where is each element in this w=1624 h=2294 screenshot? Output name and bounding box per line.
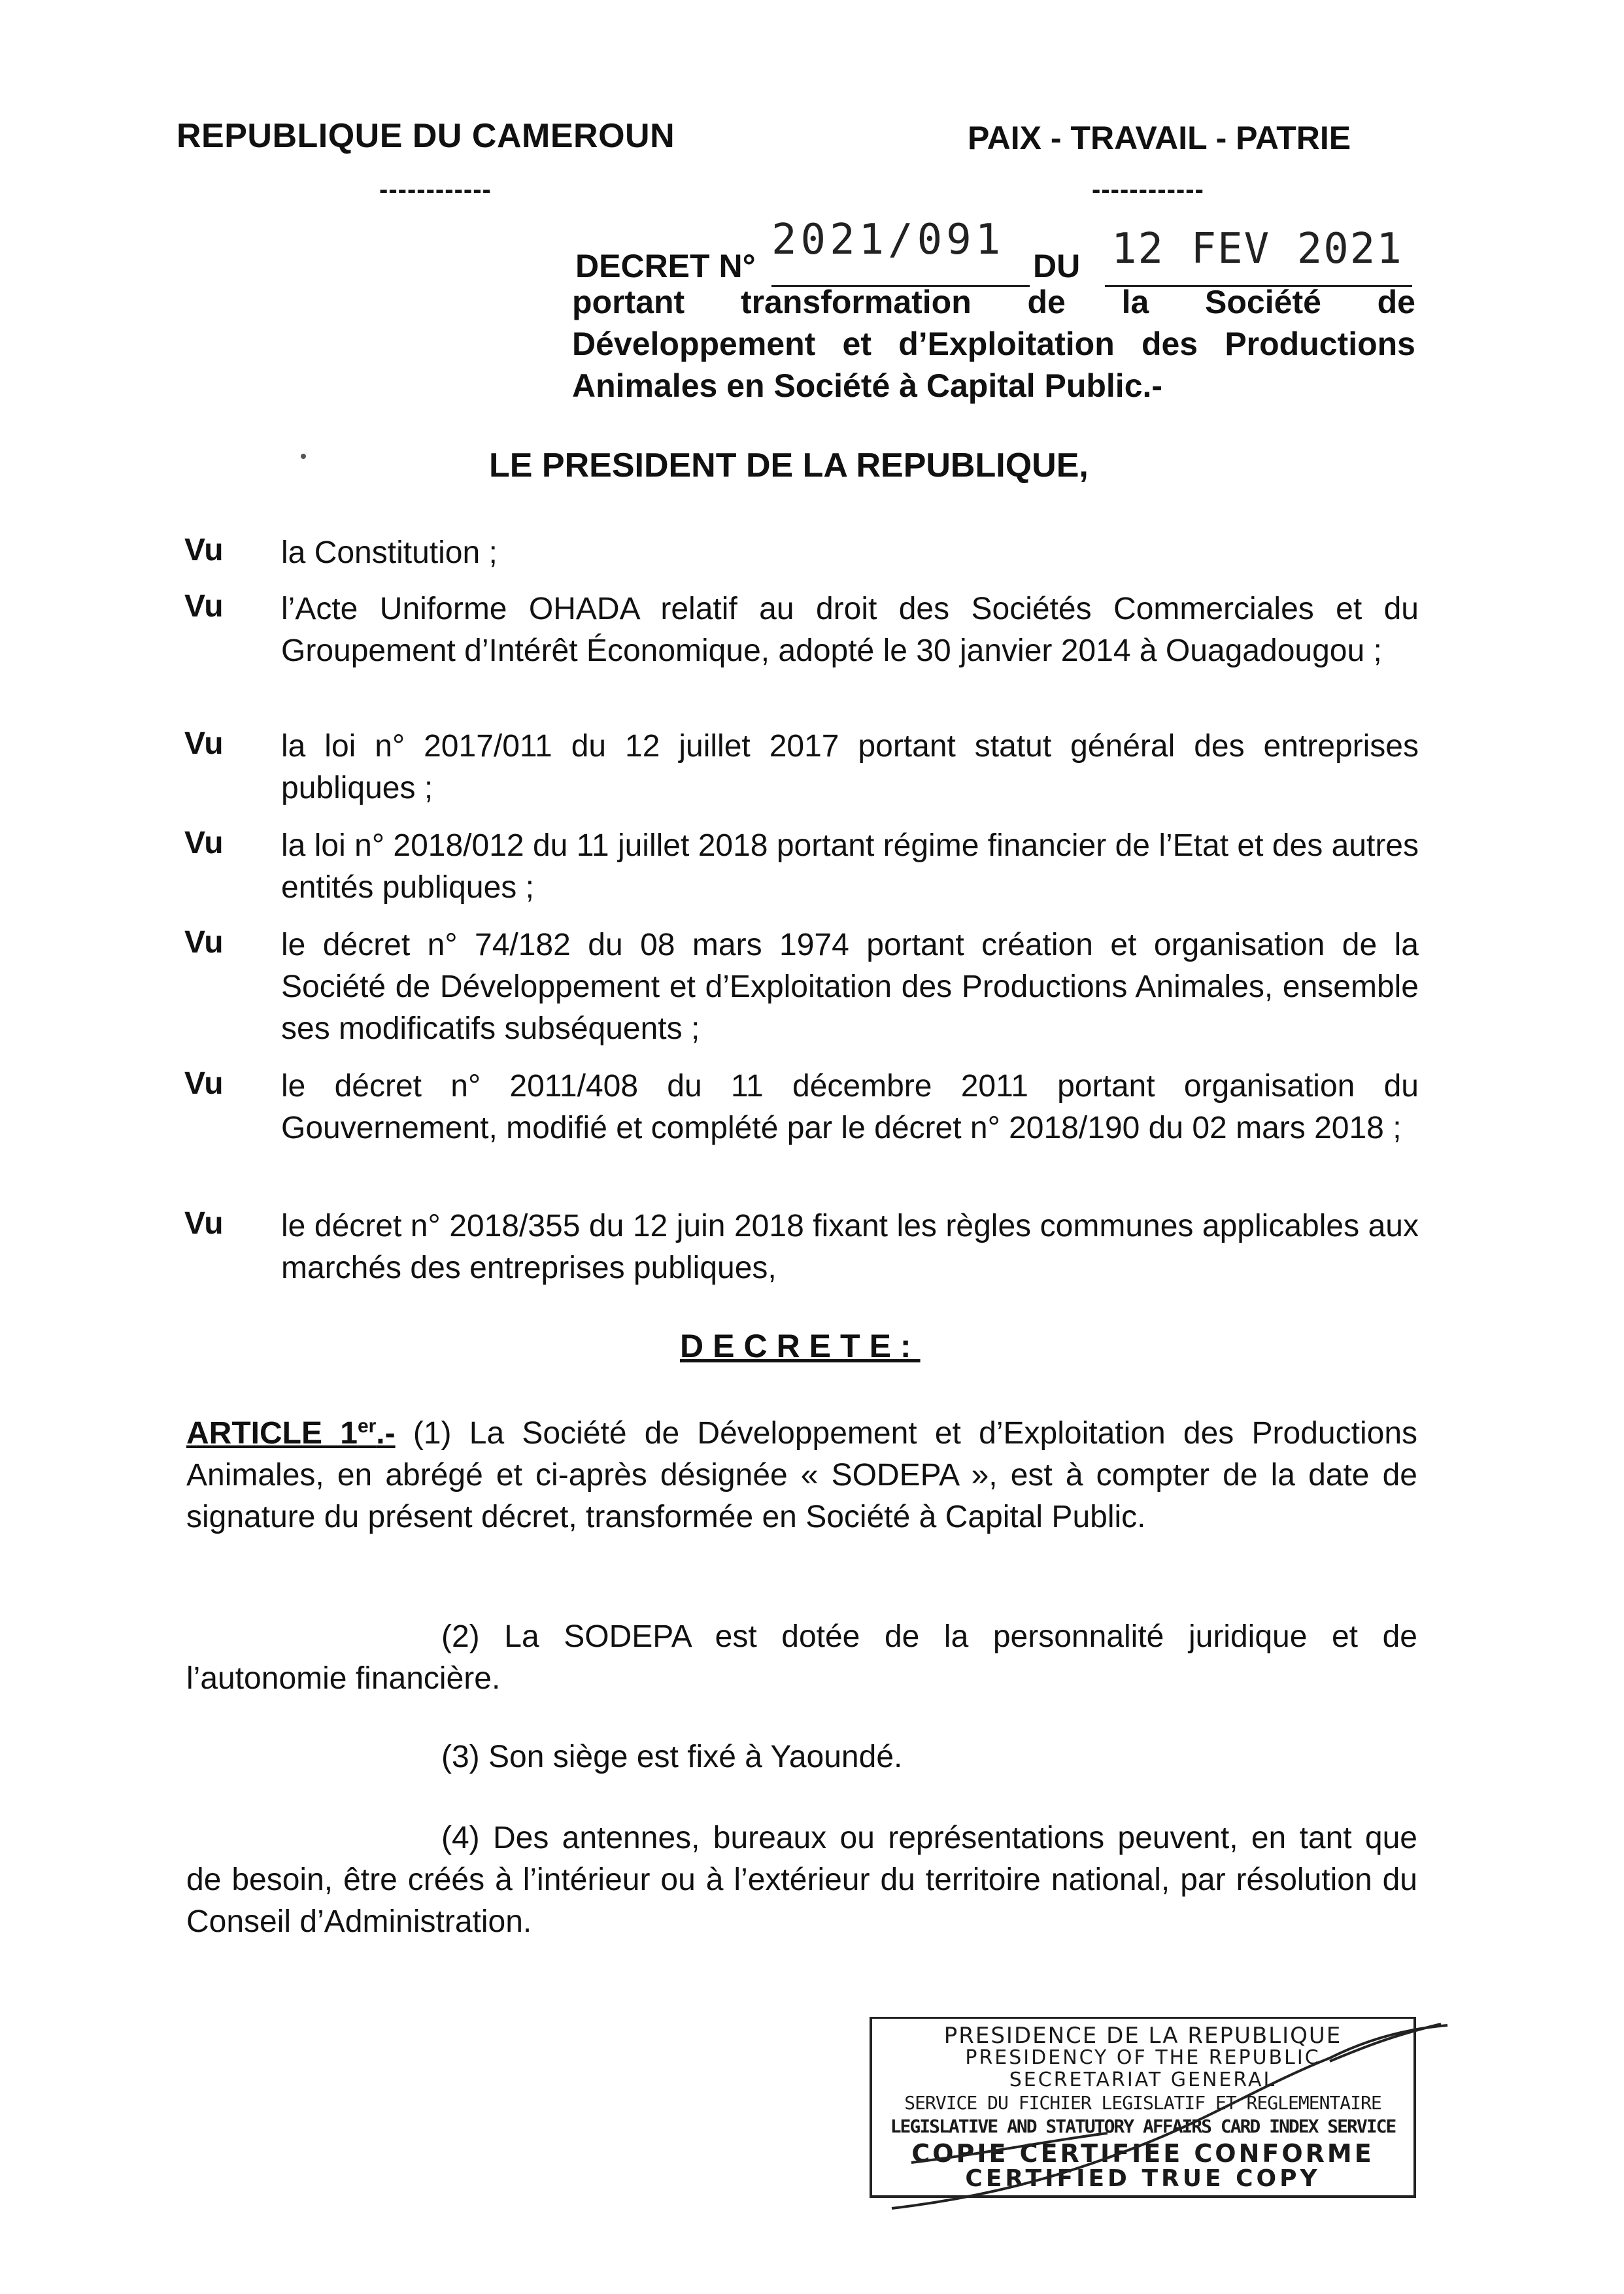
article-1-label: ARTICLE 1er.- [186,1415,396,1451]
national-motto: PAIX - TRAVAIL - PATRIE [968,120,1351,156]
signature-scribble [872,1999,1461,2221]
decree-number-handwritten: 2021/091 [771,216,1005,264]
decree-number-label: DECRET N° [575,248,756,284]
article-1-paragraph-3 [186,1736,1417,1778]
vu-text: la loi n° 2018/012 du 11 juillet 2018 portant régime financier de l’Etat et des autres entités publiques ; [281,828,1419,905]
stamp-line: SECRETARIAT GENERAL [1009,2068,1277,2091]
country-name: REPUBLIQUE DU CAMEROUN [177,117,675,155]
decree-number-line [575,216,1419,288]
vu-text: la Constitution ; [281,535,498,570]
stamp-line: PRESIDENCY OF THE REPUBLIC [965,2046,1321,2069]
article-1-p1-text: (1) La Société de Développement et d’Exploitation des Productions Animales, en abrégé et ci-après désignée « SODEPA », est à compter de la date de signature du présent décret, transformée en Société à Capital Public. [186,1416,1418,1534]
country-rule: ------------ [379,175,492,204]
article-1-p2-text: (2) La SODEPA est dotée de la personnalité juridique et de l’autonomie financière. [186,1619,1417,1696]
vu-label: Vu [184,589,224,624]
vu-label: Vu [184,826,224,860]
vu-text: le décret n° 74/182 du 08 mars 1974 portant création et organisation de la Société de Développement et d’Exploitation des Productions Animales, ensemble ses modificatifs subséquents ; [281,928,1419,1046]
vu-label: Vu [184,726,224,761]
vu-text: le décret n° 2018/355 du 12 juin 2018 fixant les règles communes applicables aux marchés des entreprises publiques, [281,1209,1419,1285]
decree-title: portant transformation de la Société de Développement et d’Exploitation des Productions Animales en Société à Capital Public.- [572,284,1415,404]
stamp-line: COPIE CERTIFIEE CONFORME [911,2139,1374,2168]
decree-date-handwritten: 12 FEV 2021 [1111,225,1403,273]
stamp-line: LEGISLATIVE AND STATUTORY AFFAIRS CARD INDEX SERVICE [890,2116,1396,2137]
scan-speck [301,454,306,459]
stamp-line: SERVICE DU FICHIER LEGISLATIF ET REGLEMENTAIRE [904,2092,1381,2114]
vu-label: Vu [184,1206,224,1241]
vu-text: le décret n° 2011/408 du 11 décembre 2011 portant organisation du Gouvernement, modifié et complété par le décret n° 2018/190 du 02 mars 2018 ; [281,1069,1419,1145]
president-heading: LE PRESIDENT DE LA REPUBLIQUE, [489,447,1089,484]
vu-text: l’Acte Uniforme OHADA relatif au droit des Sociétés Commerciales et du Groupement d’Intérêt Économique, adopté le 30 janvier 2014 à Ouagadougou ; [281,592,1419,668]
decree-date-label: DU [1033,248,1081,284]
article-1-p4-text: (4) Des antennes, bureaux ou représentations peuvent, en tant que de besoin, être créés à l’intérieur ou à l’extérieur du territoire national, par résolution du Conseil d’Administration. [186,1821,1417,1939]
article-1-p3-text: (3) Son siège est fixé à Yaoundé. [441,1740,903,1774]
certified-copy-stamp [870,2017,1416,2198]
vu-label: Vu [184,925,224,960]
vu-label: Vu [184,1066,224,1101]
vu-label: Vu [184,533,224,567]
stamp-line: PRESIDENCE DE LA REPUBLIQUE [943,2023,1342,2049]
vu-text: la loi n° 2017/011 du 12 juillet 2017 portant statut général des entreprises publiques ; [281,729,1419,805]
stamp-line: CERTIFIED TRUE COPY [965,2165,1321,2192]
decrete-heading: DECRETE: [680,1328,921,1364]
article-1-paragraph-4 [186,1817,1417,1943]
article-1-paragraph-2 [186,1616,1417,1700]
article-1-paragraph-1 [186,1406,1417,1538]
motto-rule: ------------ [1092,175,1204,204]
